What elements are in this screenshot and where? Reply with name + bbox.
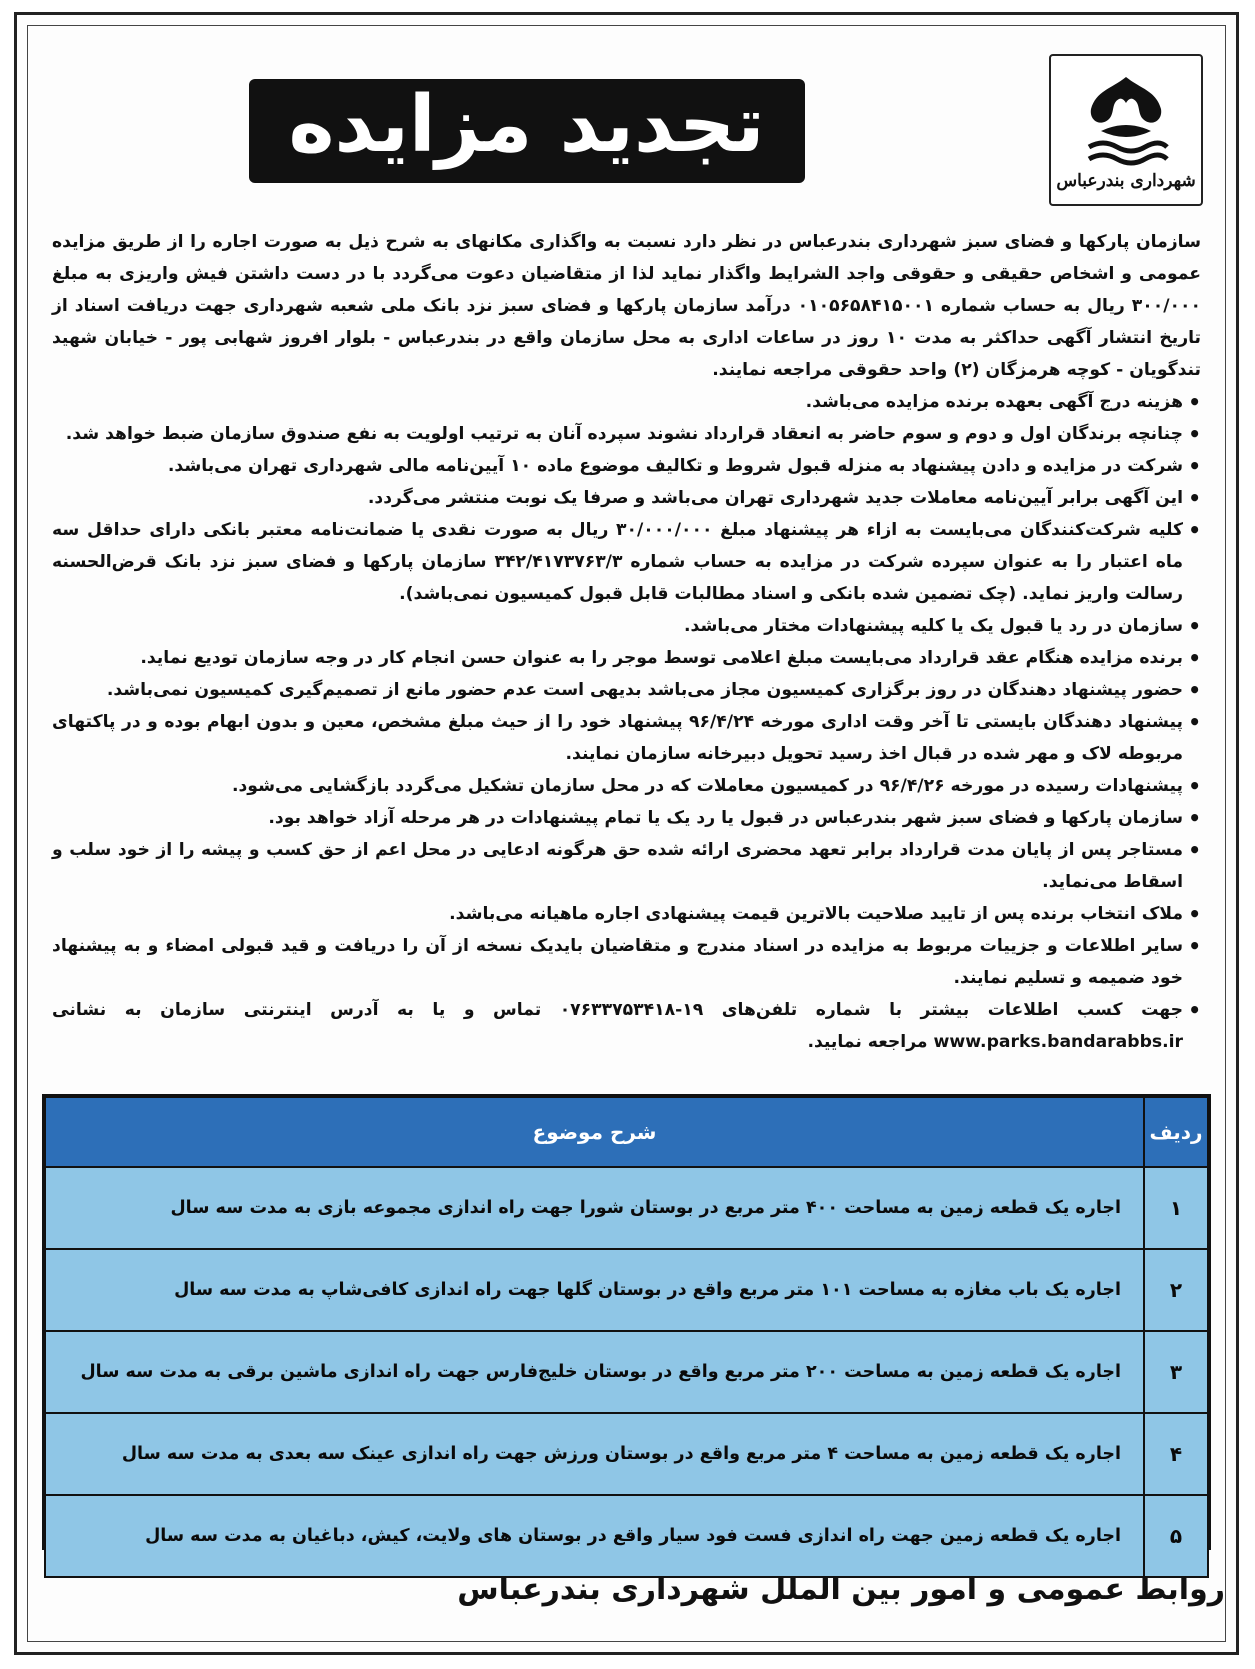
term-item: • سازمان پارکها و فضای سبز شهر بندرعباس در قبول یا رد یک یا تمام پیشنهادات در هر مرحله آزاد خواهد بود. [52,802,1201,834]
table-row [45,1413,1208,1495]
table-row [45,1249,1208,1331]
items-table [44,1096,1209,1578]
term-item: • شرکت در مزایده و دادن پیشنهاد به منزله قبول شروط و تکالیف موضوع ماده ۱۰ آیین‌نامه مالی شهرداری تهران می‌باشد. [52,450,1201,482]
municipality-logo [1049,54,1203,206]
footer-text: روابط عمومی و امور بین الملل شهرداری بندرعباس [457,1571,1225,1607]
row-description: اجاره یک باب مغازه به مساحت ۱۰۱ متر مربع واقع در بوستان گلها جهت راه اندازی کافی‌شاپ به مدت سه سال [45,1249,1144,1331]
term-item: • سازمان در رد یا قبول یک یا کلیه پیشنهادات مختار می‌باشد. [52,610,1201,642]
row-number: ۳ [1144,1331,1208,1413]
term-item: • برنده مزایده هنگام عقد قرارداد می‌بایست مبلغ اعلامی توسط موجر را به عنوان حسن انجام کار در وجه سازمان تودیع نماید. [52,642,1201,674]
page-title: تجدید مزایده [249,79,805,183]
row-description: اجاره یک قطعه زمین جهت راه اندازی فست فود سیار واقع در بوستان های ولایت، کیش، دباغیان به مدت سه سال [45,1495,1144,1577]
term-item: • سایر اطلاعات و جزییات مربوط به مزایده در اسناد مندرج و متقاضیان بایدیک نسخه از آن را دریافت و قید قبولی امضاء و به پیشنهاد خود ضمیمه و تسلیم نمایند. [52,930,1201,994]
column-header-row-number: ردیف [1144,1097,1208,1167]
term-item: • ملاک انتخاب برنده پس از تایید صلاحیت بالاترین قیمت پیشنهادی اجاره ماهیانه می‌باشد. [52,898,1201,930]
term-item: • حضور پیشنهاد دهندگان در روز برگزاری کمیسیون مجاز می‌باشد بدیهی است عدم حضور مانع از تصمیم‌گیری کمیسیون نمی‌باشد. [52,674,1201,706]
title-area [28,56,1025,206]
term-item: • این آگهی برابر آیین‌نامه معاملات جدید شهرداری تهران می‌باشد و صرفا یک نوبت منتشر می‌گردد. [52,482,1201,514]
terms-list [52,386,1201,1058]
logo-caption: شهرداری بندرعباس [1056,171,1196,191]
footer [52,1561,1225,1617]
term-item: • مستاجر پس از پایان مدت قرارداد برابر تعهد محضری ارائه شده حق هرگونه ادعایی در محل اعم از حق کسب و پیشه را از خود سلب و اسقاط می‌نماید. [52,834,1201,898]
column-header-description: شرح موضوع [45,1097,1144,1167]
advertisement-body [52,226,1201,1058]
term-item: • چنانچه برندگان اول و دوم و سوم حاضر به انعقاد قرارداد نشوند سپرده آنان به ترتیب اولویت به نفع صندوق سازمان ضبط خواهد شد. [52,418,1201,450]
row-number: ۵ [1144,1495,1208,1577]
row-number: ۱ [1144,1167,1208,1249]
term-item: • پیشنهاد دهندگان بایستی تا آخر وقت اداری مورخه ۹۶/۴/۲۴ پیشنهاد خود را از حیث مبلغ مشخص، معین و بدون ابهام بوده و در پاکتهای مربوطه لاک و مهر شده در قبال اخذ رسید تحویل دبیرخانه سازمان نمایند. [52,706,1201,770]
emblem-icon [1071,69,1181,169]
header [28,26,1225,206]
term-item: • پیشنهادات رسیده در مورخه ۹۶/۴/۲۶ در کمیسیون معاملات که در محل سازمان تشکیل می‌گردد بازگشایی می‌شود. [52,770,1201,802]
advertisement-border [27,25,1226,1642]
row-number: ۲ [1144,1249,1208,1331]
intro-paragraph: سازمان پارکها و فضای سبز شهرداری بندرعباس در نظر دارد نسبت به واگذاری مکانهای به شرح ذیل به صورت اجاره را از طریق مزایده عمومی و اشخاص حقیقی و حقوقی واجد الشرایط واگذار نماید لذا از متقاضیان دعوت می‌گردد با در دست داشتن فیش واریزی به مبلغ ۳۰۰/۰۰۰ ریال به حساب شماره ۰۱۰۵۶۵۸۴۱۵۰۰۱ درآمد سازمان پارکها و فضای سبز نزد بانک ملی شعبه شهرداری جهت دریافت اسناد از تاریخ انتشار آگهی حداکثر به مدت ۱۰ روز در ساعات اداری به محل سازمان واقع در بندرعباس - بلوار افروز شهابی پور - خیابان شهید تندگویان - کوچه هرمزگان (۲) واحد حقوقی مراجعه نمایند. [52,232,1201,380]
table-row [45,1167,1208,1249]
items-table-wrapper [42,1094,1211,1550]
table-row [45,1331,1208,1413]
row-number: ۴ [1144,1413,1208,1495]
term-item: • هزینه درج آگهی بعهده برنده مزایده می‌باشد. [52,386,1201,418]
advertisement-page [14,12,1239,1655]
row-description: اجاره یک قطعه زمین به مساحت ۴ متر مربع واقع در بوستان ورزش جهت راه اندازی عینک سه بعدی به مدت سه سال [45,1413,1144,1495]
term-item: • کلیه شرکت‌کنندگان می‌بایست به ازاء هر پیشنهاد مبلغ ۳۰/۰۰۰/۰۰۰ ریال به صورت نقدی یا ضمانت‌نامه معتبر بانکی دارای حداقل سه ماه اعتبار را به عنوان سپرده شرکت در مزایده به حساب شماره ۳۴۲/۴۱۷۳۷۶۳/۳ سازمان پارکها و فضای سبز نزد بانک قرض‌الحسنه رسالت واریز نماید. (چک تضمین شده بانکی و اسناد مطالبات قابل قبول کمیسیون نمی‌باشد). [52,514,1201,610]
row-description: اجاره یک قطعه زمین به مساحت ۲۰۰ متر مربع واقع در بوستان خلیج‌فارس جهت راه اندازی ماشین برقی به مدت سه سال [45,1331,1144,1413]
table-header-row [45,1097,1208,1167]
row-description: اجاره یک قطعه زمین به مساحت ۴۰۰ متر مربع در بوستان شورا جهت راه اندازی مجموعه بازی به مدت سه سال [45,1167,1144,1249]
term-item: • جهت کسب اطلاعات بیشتر با شماره تلفن‌های ۱۹-۰۷۶۳۳۷۵۳۴۱۸ تماس و یا به آدرس اینترنتی سازمان به نشانی www.parks.bandarabbs.ir مراجعه نمایید. [52,994,1201,1058]
